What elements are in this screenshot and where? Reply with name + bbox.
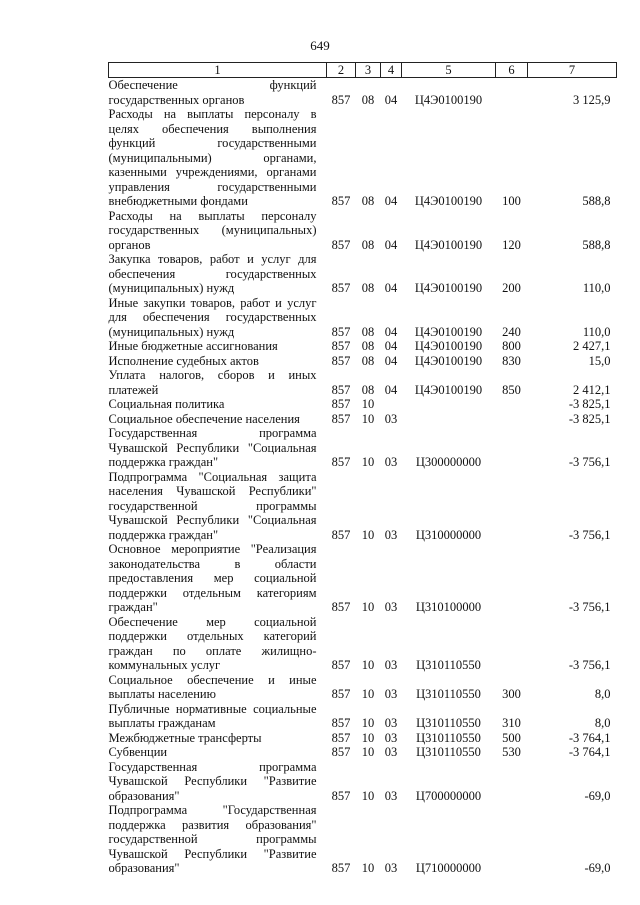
target-article-code: Ц310110550	[416, 745, 481, 759]
subsection-code: 04	[384, 339, 398, 353]
subsection-code: 03	[384, 861, 398, 875]
target-article-code: Ц4Э0100190	[414, 353, 483, 368]
budget-code: 857	[331, 455, 351, 469]
amount: -3 756,1	[568, 527, 611, 542]
budget-code: 857	[331, 745, 351, 759]
section-code: 10	[361, 716, 375, 730]
amount: 588,8	[582, 237, 611, 252]
budget-code: 857	[331, 324, 351, 339]
target-article-code: Ц700000000	[415, 788, 482, 803]
amount: 8,0	[594, 687, 611, 701]
page-number: 649	[310, 38, 330, 53]
row-name: Иные бюджетные ассигнования	[108, 339, 278, 353]
amount: 110,0	[582, 281, 611, 295]
row-name: Расходы на выплаты персоналу государственных (муниципальных) органов	[108, 208, 317, 252]
expense-type-code	[496, 542, 528, 615]
target-article-code	[402, 412, 496, 427]
amount: -69,0	[584, 861, 611, 875]
amount: -3 756,1	[568, 600, 611, 614]
expense-type-code: 240	[502, 324, 521, 339]
amount: -3 825,1	[568, 411, 611, 426]
subsection-code: 04	[384, 237, 398, 252]
subsection-code: 03	[384, 527, 398, 542]
row-name: Социальная политика	[108, 397, 225, 411]
expense-type-code: 830	[502, 353, 521, 368]
target-article-code: Ц4Э0100190	[414, 237, 483, 252]
amount: -3 825,1	[568, 397, 611, 411]
subsection-code: 03	[384, 600, 398, 614]
section-code: 08	[361, 382, 375, 397]
amount: -3 756,1	[568, 658, 611, 672]
table-row	[109, 542, 617, 615]
target-article-code: Ц300000000	[415, 455, 482, 469]
target-article-code: Ц710000000	[415, 861, 482, 875]
column-header: 6	[496, 63, 528, 78]
budget-table	[108, 62, 617, 876]
amount: -69,0	[584, 788, 611, 803]
subsection-code: 03	[384, 716, 398, 730]
amount: 8,0	[594, 716, 611, 730]
table-row	[109, 673, 617, 702]
subsection-code: 04	[384, 324, 398, 339]
budget-code: 857	[331, 730, 351, 745]
target-article-code: Ц310000000	[415, 527, 482, 542]
target-article-code: Ц4Э0100190	[414, 339, 483, 353]
subsection-code: 04	[384, 92, 398, 107]
row-name: Уплата налогов, сборов и иных платежей	[108, 368, 317, 397]
subsection-code: 03	[384, 658, 398, 672]
budget-code: 857	[331, 92, 351, 107]
section-code: 10	[361, 455, 375, 469]
expense-type-code: 300	[502, 687, 521, 701]
row-name: Межбюджетные трансферты	[108, 730, 262, 745]
amount: 2 427,1	[573, 339, 611, 353]
expense-type-code: 120	[502, 237, 521, 252]
subsection-code: 03	[384, 730, 398, 745]
target-article-code: Ц4Э0100190	[414, 92, 483, 107]
expense-type-code: 100	[502, 194, 521, 208]
row-name: Исполнение судебных актов	[108, 353, 259, 368]
expense-type-code	[496, 470, 528, 543]
column-header: 5	[402, 63, 496, 78]
section-code: 10	[361, 745, 375, 759]
subsection-code: 03	[384, 455, 398, 469]
budget-code: 857	[331, 194, 351, 208]
budget-code: 857	[331, 687, 351, 701]
expense-type-code	[496, 426, 528, 470]
budget-code: 857	[331, 339, 351, 353]
table-row	[109, 760, 617, 804]
expense-type-code	[496, 412, 528, 427]
expense-type-code: 310	[502, 716, 521, 730]
row-name: Расходы на выплаты персоналу в целях обеспечения выполнения функций государственными (муниципальными) органами, казенными учреждениями, органами управления государственными внебюджетными фондами	[108, 107, 317, 208]
table-row	[109, 397, 617, 412]
table-row	[109, 368, 617, 397]
table-row	[109, 339, 617, 354]
expense-type-code: 530	[502, 745, 521, 759]
subsection-code: 04	[384, 194, 398, 208]
target-article-code: Ц310110550	[416, 658, 481, 672]
section-code: 08	[361, 194, 375, 208]
column-header: 4	[381, 63, 402, 78]
subsection-code: 03	[384, 745, 398, 759]
row-name: Обеспечение мер социальной поддержки отдельных категорий граждан по оплате жилищно-коммунальных услуг	[108, 614, 317, 672]
section-code: 10	[361, 658, 375, 672]
subsection-code: 03	[384, 687, 398, 701]
row-name: Подпрограмма "Государственная поддержка развития образования" государственной программы Чувашской Республики "Развитие образования"	[108, 803, 317, 875]
budget-code: 857	[331, 353, 351, 368]
expense-type-code: 800	[502, 339, 521, 353]
section-code: 10	[361, 861, 375, 875]
section-code: 10	[361, 788, 375, 803]
table-header-row	[109, 63, 617, 78]
target-article-code: Ц310110550	[416, 716, 481, 730]
target-article-code: Ц310100000	[415, 600, 482, 614]
table-row	[109, 803, 617, 876]
budget-code: 857	[331, 527, 351, 542]
target-article-code: Ц4Э0100190	[414, 324, 483, 339]
expense-type-code	[496, 760, 528, 804]
budget-code: 857	[331, 237, 351, 252]
amount: -3 764,1	[568, 745, 611, 759]
target-article-code: Ц310110550	[416, 730, 481, 745]
amount: -3 756,1	[568, 455, 611, 469]
target-article-code: Ц4Э0100190	[414, 194, 483, 208]
column-header: 7	[528, 63, 617, 78]
row-name: Государственная программа Чувашской Республики "Развитие образования"	[108, 759, 317, 803]
section-code: 08	[361, 237, 375, 252]
budget-code: 857	[331, 788, 351, 803]
amount: 110,0	[582, 324, 611, 339]
amount: 588,8	[582, 194, 611, 208]
row-name: Иные закупки товаров, работ и услуг для обеспечения государственных (муниципальных) нужд	[108, 295, 317, 339]
table-body	[109, 78, 617, 876]
section-code: 10	[361, 411, 375, 426]
amount: 3 125,9	[573, 92, 611, 107]
section-code: 08	[361, 339, 375, 353]
subsection-code: 04	[384, 382, 398, 397]
section-code: 10	[361, 687, 375, 701]
table-row	[109, 296, 617, 340]
table-row	[109, 731, 617, 746]
row-name: Государственная программа Чувашской Республики "Социальная поддержка граждан"	[108, 426, 317, 469]
expense-type-code: 850	[502, 382, 521, 397]
budget-code: 857	[331, 861, 351, 875]
budget-code: 857	[331, 382, 351, 397]
column-header: 3	[356, 63, 381, 78]
table-row	[109, 426, 617, 470]
target-article-code	[402, 397, 496, 412]
row-name: Субвенции	[108, 745, 168, 759]
row-name: Публичные нормативные социальные выплаты гражданам	[108, 701, 317, 730]
subsection-code: 04	[384, 353, 398, 368]
section-code: 08	[361, 353, 375, 368]
expense-type-code	[496, 397, 528, 412]
target-article-code: Ц4Э0100190	[414, 281, 483, 295]
section-code: 10	[361, 397, 375, 411]
expense-type-code	[496, 78, 528, 108]
table-row	[109, 107, 617, 209]
amount: -3 764,1	[568, 730, 611, 745]
amount: 15,0	[588, 353, 611, 368]
table-row	[109, 252, 617, 296]
amount: 2 412,1	[573, 382, 611, 397]
section-code: 08	[361, 92, 375, 107]
table-row	[109, 615, 617, 673]
budget-code: 857	[331, 411, 351, 426]
budget-code: 857	[331, 716, 351, 730]
table-row	[109, 470, 617, 543]
expense-type-code	[496, 803, 528, 876]
column-header: 1	[109, 63, 327, 78]
column-header: 2	[327, 63, 356, 78]
table-row	[109, 209, 617, 253]
subsection-code: 03	[384, 411, 398, 426]
target-article-code: Ц310110550	[416, 687, 481, 701]
target-article-code: Ц4Э0100190	[414, 382, 483, 397]
expense-type-code	[496, 615, 528, 673]
budget-code: 857	[331, 658, 351, 672]
budget-code: 857	[331, 397, 351, 411]
section-code: 10	[361, 600, 375, 614]
row-name: Закупка товаров, работ и услуг для обеспечения государственных (муниципальных) нужд	[108, 252, 317, 295]
budget-code: 857	[331, 281, 351, 295]
subsection-code: 04	[384, 281, 398, 295]
row-name: Социальное обеспечение и иные выплаты населению	[108, 672, 317, 701]
subsection-code: 03	[384, 788, 398, 803]
table-row	[109, 412, 617, 427]
section-code: 10	[361, 527, 375, 542]
row-name: Подпрограмма "Социальная защита населения Чувашской Республики" государственной программы Чувашской Республики "Социальная поддержка граждан"	[108, 469, 317, 542]
section-code: 08	[361, 281, 375, 295]
subsection-code	[381, 397, 402, 412]
expense-type-code: 200	[502, 281, 521, 295]
table-row	[109, 78, 617, 108]
row-name: Обеспечение функций государственных органов	[108, 78, 317, 107]
expense-type-code: 500	[502, 730, 521, 745]
row-name: Основное мероприятие "Реализация законодательства в области предоставления мер социальной поддержки отдельным категориям граждан"	[108, 542, 317, 614]
table-row	[109, 354, 617, 369]
section-code: 10	[361, 730, 375, 745]
section-code: 08	[361, 324, 375, 339]
table-row	[109, 745, 617, 760]
budget-code: 857	[331, 600, 351, 614]
table-row	[109, 702, 617, 731]
row-name: Социальное обеспечение населения	[108, 411, 300, 426]
